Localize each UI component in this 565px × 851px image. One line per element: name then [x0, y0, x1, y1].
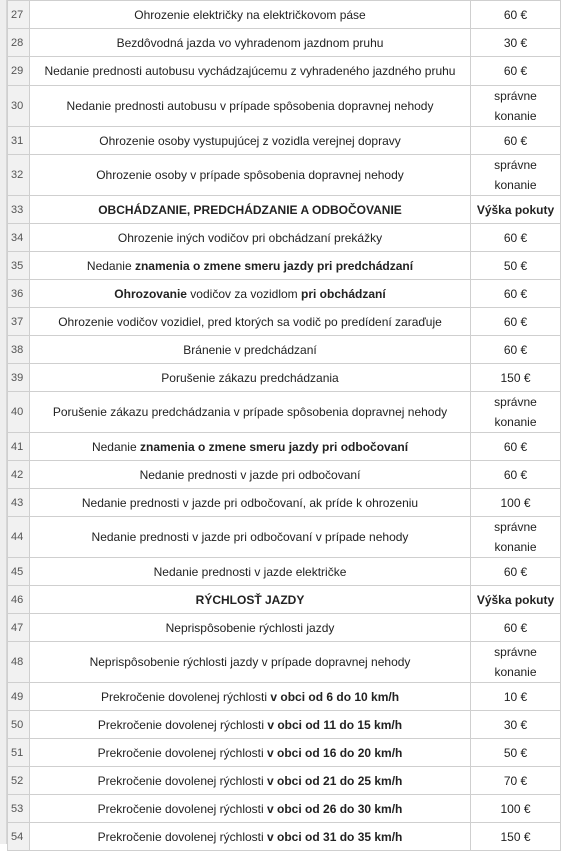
offense-description — [30, 155, 471, 196]
bold-text: v obci od 16 do 20 km/h — [267, 745, 403, 760]
table-row — [8, 252, 561, 280]
row-number: 52 — [8, 767, 30, 795]
bold-text: v obci od 31 do 35 km/h — [267, 829, 403, 844]
text: Nedanie — [86, 258, 135, 273]
offense-description — [30, 711, 471, 739]
row-number: 38 — [8, 336, 30, 364]
fine-amount: 30 € — [471, 711, 561, 739]
table-row — [8, 558, 561, 586]
row-number: 30 — [8, 86, 30, 127]
offense-description — [30, 795, 471, 823]
text: Nedanie prednosti autobusu v prípade spôsobenia dopravnej nehody — [66, 99, 434, 113]
bold-text: RÝCHLOSŤ JAZDY — [195, 592, 305, 607]
text: Bezdôvodná jazda vo vyhradenom jazdnom pruhu — [116, 35, 384, 50]
fine-amount: 70 € — [471, 767, 561, 795]
row-number: 51 — [8, 739, 30, 767]
fines-table-body — [8, 1, 561, 851]
row-number: 47 — [8, 614, 30, 642]
row-number: 54 — [8, 823, 30, 851]
bold-text: v obci od 11 do 15 km/h — [267, 717, 403, 732]
offense-description — [30, 336, 471, 364]
fine-amount: 150 € — [471, 823, 561, 851]
fine-column-header: Výška pokuty — [471, 586, 561, 614]
bold-text: OBCHÁDZANIE, PREDCHÁDZANIE A ODBOČOVANIE — [98, 202, 402, 217]
row-number: 46 — [8, 586, 30, 614]
offense-description — [30, 224, 471, 252]
text: Nedanie prednosti v jazde pri odbočovaní, ak príde k ohrozeniu — [81, 495, 419, 510]
row-number: 40 — [8, 392, 30, 433]
fine-amount: 30 € — [471, 29, 561, 57]
section-title — [30, 586, 471, 614]
text: Neprispôsobenie rýchlosti jazdy — [165, 620, 335, 635]
fine-amount: správne konanie — [471, 517, 561, 558]
row-number: 34 — [8, 224, 30, 252]
bold-text: Ohrozovanie — [114, 286, 187, 301]
table-row — [8, 364, 561, 392]
offense-description — [30, 642, 471, 683]
text: Ohrozenie iných vodičov pri obchádzaní prekážky — [117, 230, 383, 245]
left-scroll-gutter — [0, 0, 7, 844]
bold-text: v obci od 21 do 25 km/h — [267, 773, 403, 788]
fine-amount: 60 € — [471, 1, 561, 29]
fines-table — [7, 0, 561, 851]
text: Nedanie prednosti v jazde pri odbočovaní — [139, 467, 361, 482]
table-row — [8, 823, 561, 851]
table-row — [8, 57, 561, 86]
row-number: 48 — [8, 642, 30, 683]
row-number: 27 — [8, 1, 30, 29]
offense-description — [30, 739, 471, 767]
text: Ohrozenie vodičov vozidiel, pred ktorých sa vodič po predídení zaraďuje — [58, 314, 442, 329]
offense-description — [30, 823, 471, 851]
row-number: 53 — [8, 795, 30, 823]
fine-amount: 60 € — [471, 614, 561, 642]
section-title — [30, 196, 471, 224]
fine-amount: 60 € — [471, 433, 561, 461]
offense-description — [30, 86, 471, 127]
text: Nedanie — [91, 439, 140, 454]
bold-text: v obci od 6 do 10 km/h — [270, 689, 400, 704]
offense-description — [30, 392, 471, 433]
text: Ohrozenie osoby v prípade spôsobenia dopravnej nehody — [96, 168, 404, 182]
row-number: 41 — [8, 433, 30, 461]
table-row — [8, 127, 561, 155]
table-row — [8, 224, 561, 252]
text: Porušenie zákazu predchádzania — [161, 370, 339, 385]
fine-amount: 60 € — [471, 461, 561, 489]
row-number: 39 — [8, 364, 30, 392]
table-row — [8, 1, 561, 29]
fine-amount: 60 € — [471, 57, 561, 86]
table-row — [8, 461, 561, 489]
offense-description — [30, 461, 471, 489]
text: Ohrozenie električky na električkovom páse — [134, 7, 366, 22]
row-number: 36 — [8, 280, 30, 308]
text: Nedanie prednosti v jazde električke — [153, 564, 347, 579]
text: Porušenie zákazu predchádzania v prípade spôsobenia dopravnej nehody — [52, 405, 448, 419]
section-header-row — [8, 586, 561, 614]
text: Neprispôsobenie rýchlosti jazdy v prípade dopravnej nehody — [89, 655, 411, 669]
fine-amount: 60 € — [471, 558, 561, 586]
row-number: 33 — [8, 196, 30, 224]
table-row — [8, 517, 561, 558]
table-row — [8, 683, 561, 711]
table-row — [8, 308, 561, 336]
offense-description — [30, 517, 471, 558]
fine-amount: 60 € — [471, 280, 561, 308]
table-row — [8, 29, 561, 57]
table-row — [8, 767, 561, 795]
table-row — [8, 392, 561, 433]
fine-amount: 60 € — [471, 308, 561, 336]
text: Prekročenie dovolenej rýchlosti — [97, 717, 268, 732]
text: Prekročenie dovolenej rýchlosti — [97, 773, 268, 788]
row-number: 28 — [8, 29, 30, 57]
offense-description — [30, 1, 471, 29]
fine-amount: 150 € — [471, 364, 561, 392]
table-row — [8, 711, 561, 739]
offense-description — [30, 29, 471, 57]
offense-description — [30, 280, 471, 308]
table-row — [8, 795, 561, 823]
text: vodičov za vozidlom — [186, 286, 302, 301]
offense-description — [30, 614, 471, 642]
text: Ohrozenie osoby vystupujúcej z vozidla verejnej dopravy — [99, 133, 401, 148]
table-row — [8, 336, 561, 364]
fine-amount: 100 € — [471, 489, 561, 517]
row-number: 37 — [8, 308, 30, 336]
text: Nedanie prednosti autobusu vychádzajúcemu z vyhradeného jazdného pruhu — [44, 64, 456, 78]
text: Prekročenie dovolenej rýchlosti — [97, 801, 268, 816]
offense-description — [30, 127, 471, 155]
row-number: 44 — [8, 517, 30, 558]
offense-description — [30, 558, 471, 586]
table-row — [8, 739, 561, 767]
row-number: 50 — [8, 711, 30, 739]
text: Prekročenie dovolenej rýchlosti — [100, 689, 271, 704]
row-number: 49 — [8, 683, 30, 711]
fine-amount: 60 € — [471, 127, 561, 155]
row-number: 32 — [8, 155, 30, 196]
section-header-row — [8, 196, 561, 224]
offense-description — [30, 252, 471, 280]
table-row — [8, 614, 561, 642]
fine-amount: 50 € — [471, 252, 561, 280]
row-number: 45 — [8, 558, 30, 586]
row-number: 31 — [8, 127, 30, 155]
fine-amount: správne konanie — [471, 86, 561, 127]
table-row — [8, 155, 561, 196]
offense-description — [30, 433, 471, 461]
fine-column-header: Výška pokuty — [471, 196, 561, 224]
table-row — [8, 280, 561, 308]
bold-text: v obci od 26 do 30 km/h — [267, 801, 403, 816]
bold-text: pri obchádzaní — [301, 286, 386, 301]
fine-amount: správne konanie — [471, 155, 561, 196]
text: Bránenie v predchádzaní — [183, 342, 317, 357]
table-row — [8, 642, 561, 683]
fine-amount: 100 € — [471, 795, 561, 823]
row-number: 42 — [8, 461, 30, 489]
fine-amount: správne konanie — [471, 642, 561, 683]
offense-description — [30, 683, 471, 711]
fine-amount: 60 € — [471, 336, 561, 364]
offense-description — [30, 364, 471, 392]
row-number: 29 — [8, 57, 30, 86]
fine-amount: 60 € — [471, 224, 561, 252]
row-number: 35 — [8, 252, 30, 280]
text: Prekročenie dovolenej rýchlosti — [97, 829, 268, 844]
fine-amount: 50 € — [471, 739, 561, 767]
table-row — [8, 489, 561, 517]
text: Prekročenie dovolenej rýchlosti — [97, 745, 268, 760]
bold-text: znamenia o zmene smeru jazdy pri predchádzaní — [134, 258, 414, 273]
row-number: 43 — [8, 489, 30, 517]
table-row — [8, 433, 561, 461]
fine-amount: 10 € — [471, 683, 561, 711]
offense-description — [30, 489, 471, 517]
text: Nedanie prednosti v jazde pri odbočovaní v prípade nehody — [91, 530, 409, 544]
table-row — [8, 86, 561, 127]
fine-amount: správne konanie — [471, 392, 561, 433]
bold-text: znamenia o zmene smeru jazdy pri odbočovaní — [139, 439, 409, 454]
offense-description — [30, 767, 471, 795]
offense-description — [30, 57, 471, 86]
offense-description — [30, 308, 471, 336]
